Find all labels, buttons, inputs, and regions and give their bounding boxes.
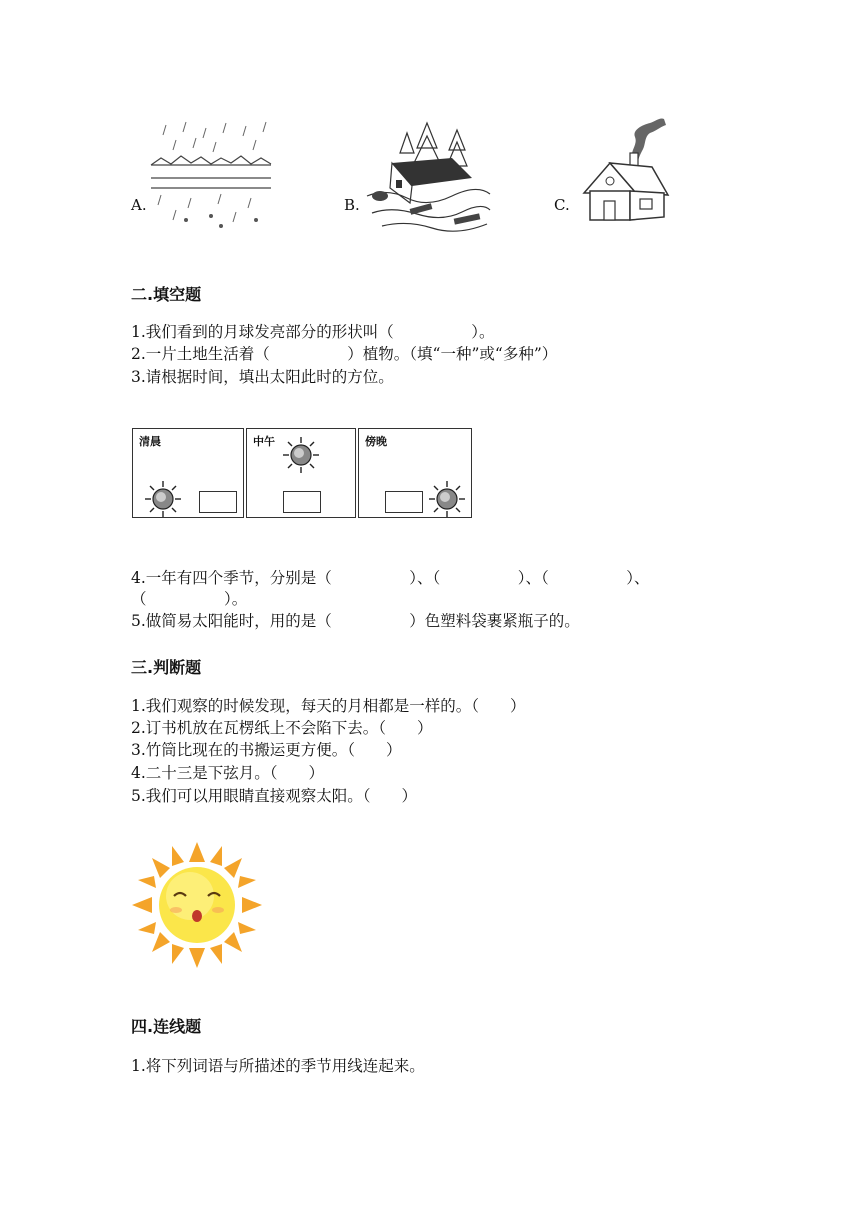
flood-house-illustration [362,118,494,233]
section-2-question-2: 2.一片土地生活着（ ）植物。（填“一种”或“多种”） [131,345,558,363]
section-2-question-5: 5.做简易太阳能时，用的是（ ）色塑料袋裹紧瓶子的。 [131,612,580,630]
evening-label: 傍晚 [365,435,387,448]
sun-position-diagram [132,428,474,520]
sun-icon [281,435,321,475]
section-2-question-3: 3.请根据时间，填出太阳此时的方位。 [131,368,394,386]
section-2-question-1: 1.我们看到的月球发亮部分的形状叫（ ）。 [131,323,495,341]
section-3-heading: 三.判断题 [131,658,202,677]
section-2-question-4-line-1: 4.一年有四个季节，分别是（ ）、（ ）、（ ）、 [131,569,650,587]
section-4-heading: 四.连线题 [131,1017,202,1036]
rain-road-illustration [146,120,276,230]
sun-icon [427,479,467,519]
smoking-house-illustration [580,115,672,227]
noon-answer-box[interactable] [283,491,321,513]
morning-panel [132,428,244,518]
section-3-question-1: 1.我们观察的时候发现，每天的月相都是一样的。（ ） [131,697,526,715]
smiling-sun-icon [130,840,264,970]
option-c-label: C. [554,196,570,214]
section-3-question-2: 2.订书机放在瓦楞纸上不会陷下去。（ ） [131,719,433,737]
option-b-label: B. [344,196,360,214]
noon-label: 中午 [253,435,275,448]
noon-panel [246,428,356,518]
section-3-question-3: 3.竹筒比现在的书搬运更方便。（ ） [131,741,402,759]
section-3-question-4: 4.二十三是下弦月。（ ） [131,764,325,782]
option-a-label: A. [131,196,147,214]
sun-icon [143,479,183,519]
evening-answer-box[interactable] [385,491,423,513]
section-2-heading: 二.填空题 [131,285,202,304]
section-2-question-4-line-2: （ ）。 [131,590,248,608]
morning-label: 清晨 [139,435,161,448]
section-4-question-1: 1.将下列词语与所描述的季节用线连起来。 [131,1057,425,1075]
morning-answer-box[interactable] [199,491,237,513]
evening-panel [358,428,472,518]
section-3-question-5: 5.我们可以用眼睛直接观察太阳。（ ） [131,787,418,805]
